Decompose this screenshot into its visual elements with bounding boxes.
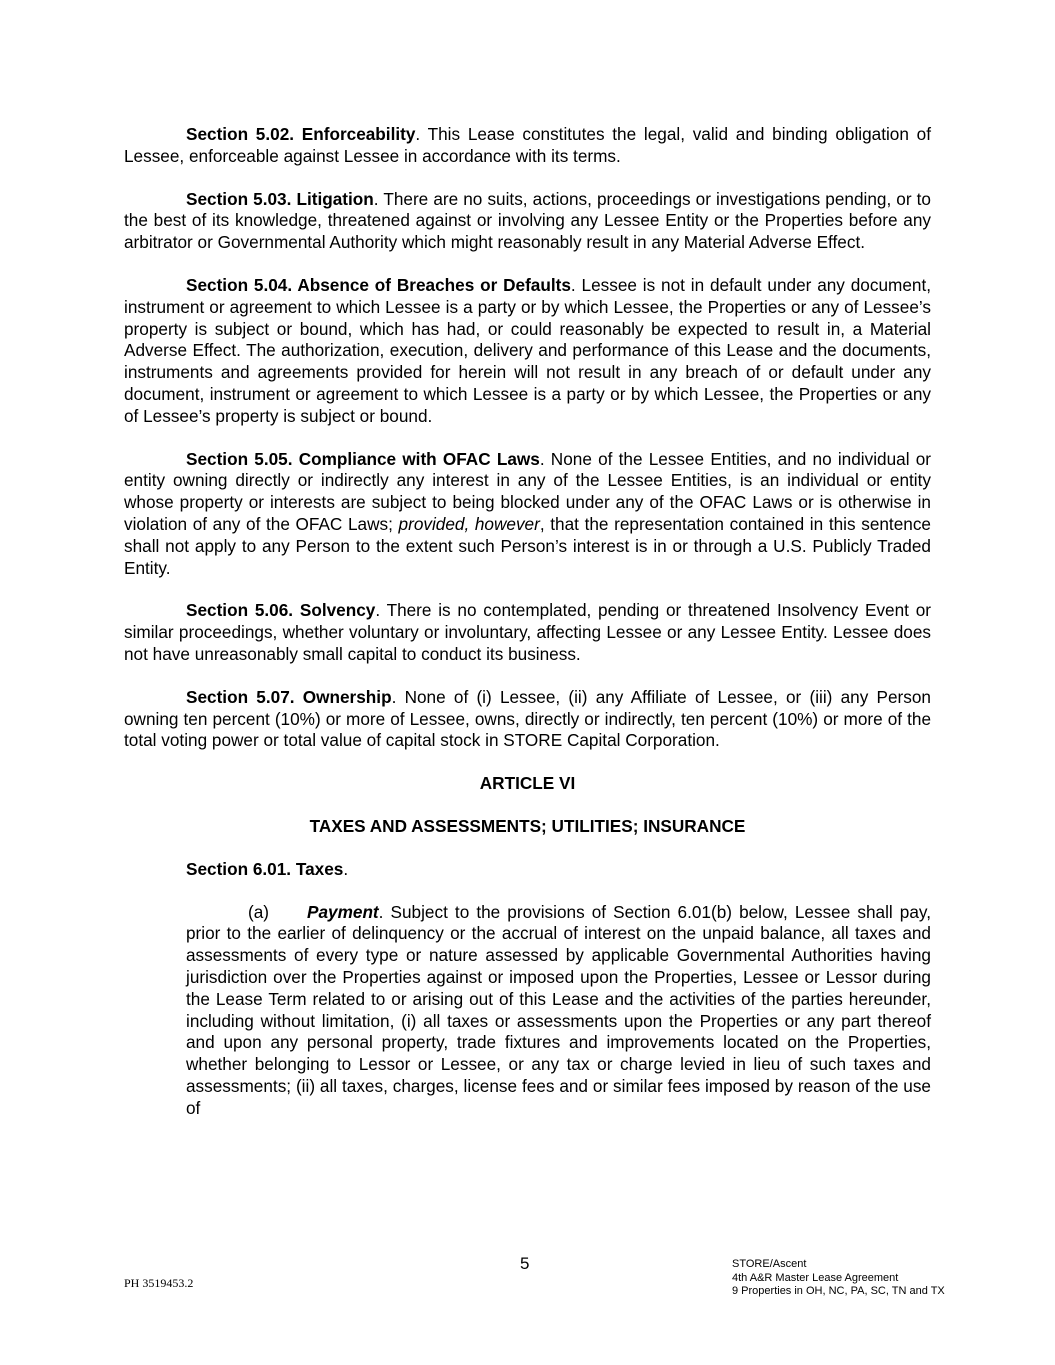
section-6-01-a bbox=[186, 902, 931, 1120]
section-text: . Lessee is not in default under any document, instrument or agreement to which Lessee is a party or by which Lessee, the Properties or any of Lessee’s property is subject or bound, which has had, or could reasonably be expected to result in, a Material Adverse Effect. The authorization, execution, delivery and performance of this Lease and the documents, instruments and agreements provided for herein will not result in any breach of or default under any document, instrument or agreement to which Lessee is a party or by which Lessee, the Properties or any of Lessee’s property is subject or bound. bbox=[124, 274, 931, 426]
footer-line: 9 Properties in OH, NC, PA, SC, TN and TX bbox=[732, 1285, 945, 1297]
section-heading: Section 5.04. Absence of Breaches or Defaults bbox=[186, 274, 571, 295]
section-text-cont: , that the representation contained in this sentence shall not apply to any Person to the extent such Person’s interest is in or through a U.S. Publicly Traded Entity. bbox=[124, 513, 931, 578]
section-heading: Section 6.01. Taxes bbox=[186, 858, 344, 879]
article-number: ARTICLE VI bbox=[479, 773, 576, 794]
footer-line: STORE/Ascent bbox=[732, 1258, 807, 1270]
section-heading: Section 5.06. Solvency bbox=[186, 600, 376, 621]
section-text: . This Lease constitutes the legal, valid and binding obligation of Lessee, enforceable against Lessee in accordance with its terms. bbox=[124, 124, 931, 166]
section-5-06 bbox=[124, 600, 931, 665]
section-text: . None of the Lessee Entities, and no individual or entity owning directly or indirectly any interest in any of the Lessee Entities, is an individual or entity whose property or interests are subject to being blocked under any of the OFAC Laws or is otherwise in violation of any of the OFAC Laws; bbox=[124, 448, 931, 534]
section-heading: Section 5.03. Litigation bbox=[186, 188, 374, 209]
section-heading: Section 5.07. Ownership bbox=[186, 686, 392, 707]
page-number: 5 bbox=[520, 1254, 530, 1273]
subsection-text: . Subject to the provisions of Section 6.01(b) below, Lessee shall pay, prior to the earlier of delinquency or the accrual of interest on the unpaid balance, all taxes and assessments of every type or nature assessed by applicable Governmental Authorities having jurisdiction over the Properties against or imposed upon the Properties, Lessee or Lessor during the Lease Term related to or arising out of this Lease and the activities of the parties hereunder, including without limitation, (i) all taxes or assessments upon the Properties or any part thereof and upon any personal property, trade fixtures and improvements located on the Properties, whether belonging to Lessor or Lessee, or any tax or charge levied in lieu of such taxes and assessments; (ii) all taxes, charges, license fees and or similar fees imposed by reason of the use of bbox=[186, 901, 931, 1118]
section-heading: Section 5.02. Enforceability bbox=[186, 124, 416, 144]
subsection-label: (a) bbox=[248, 901, 270, 922]
section-text: . There are no suits, actions, proceedings or investigations pending, or to the best of its knowledge, threatened against or involving any Lessee Entity or the Properties before any arbitrator or Governmental Authority which might reasonably result in any Material Adverse Effect. bbox=[124, 188, 931, 253]
section-5-04 bbox=[124, 275, 931, 428]
section-5-03 bbox=[124, 189, 931, 254]
section-text: . None of (i) Lessee, (ii) any Affiliate of Lessee, or (iii) any Person owning ten percent (10%) or more of Lessee, owns, directly or indirectly, ten percent (10%) or more of the total voting power or total value of capital stock in STORE Capital Corporation. bbox=[124, 686, 931, 751]
section-5-05 bbox=[124, 449, 931, 580]
section-5-07 bbox=[124, 687, 931, 752]
document-body bbox=[124, 124, 931, 1119]
document-id: PH 3519453.2 bbox=[124, 1276, 194, 1290]
section-5-02 bbox=[124, 124, 931, 168]
section-6-01-heading bbox=[186, 859, 931, 881]
italic-phrase: provided, however bbox=[398, 513, 540, 534]
section-text: . There is no contemplated, pending or threatened Insolvency Event or similar proceedings, whether voluntary or involuntary, affecting Lessee or any Lessee Entity. Lessee does not have unreasonably small capital to conduct its business. bbox=[124, 600, 931, 664]
heading-period: . bbox=[343, 858, 349, 879]
section-heading: Section 5.05. Compliance with OFAC Laws bbox=[186, 448, 540, 469]
footer-line: 4th A&R Master Lease Agreement bbox=[732, 1271, 899, 1284]
subsection-title: Payment bbox=[307, 901, 379, 922]
article-title: TAXES AND ASSESSMENTS; UTILITIES; INSURANCE bbox=[309, 815, 746, 836]
footer-caption bbox=[732, 1258, 945, 1299]
